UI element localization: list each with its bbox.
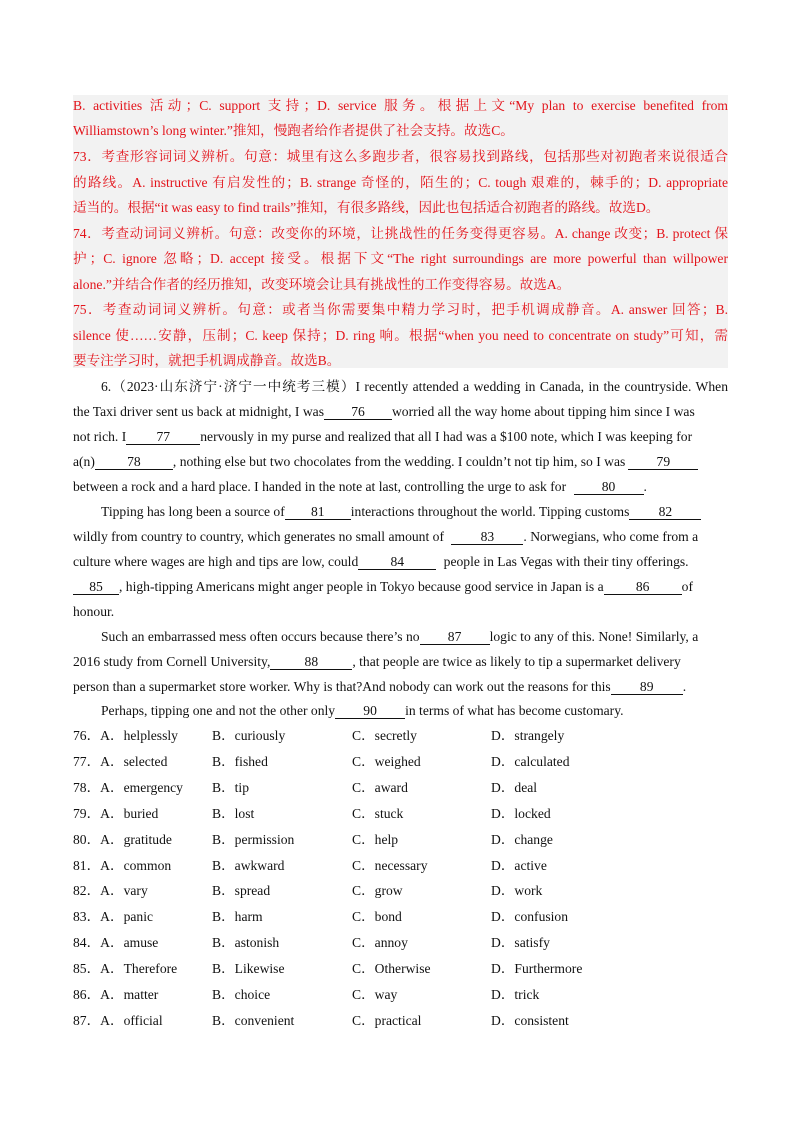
- option-row: [73, 830, 728, 850]
- passage-line: not rich. I 77 nervously in my purse and realized that all I had was a $100 note, which I was keeping for: [73, 429, 693, 444]
- option-a: 77．A．selected: [73, 754, 168, 769]
- option-c: C．practical: [352, 1013, 422, 1028]
- blank-82: 82: [629, 504, 701, 520]
- option-b: B．permission: [212, 832, 295, 847]
- answer-line: 的路线。A. instructive 有启发性的；B. strange 奇怪的，陌生的；C. tough 艰难的，棘手的；D. appropriate: [73, 175, 728, 190]
- blank-76: 76: [324, 404, 392, 420]
- option-c: C．weighed: [352, 754, 421, 769]
- answer-line: B. activities 活动；C. support 支持；D. service 服务。根据上文“My plan to exercise benefited from: [73, 98, 728, 113]
- option-d: D．confusion: [491, 909, 569, 924]
- option-b: B．awkward: [212, 858, 285, 873]
- option-a: 82．A．vary: [73, 883, 148, 898]
- option-b: B．curiously: [212, 728, 286, 743]
- option-b: B．Likewise: [212, 961, 285, 976]
- passage-line: the Taxi driver sent us back at midnight, I was 76 worried all the way home about tipping him since I was: [73, 404, 695, 419]
- option-row: [73, 726, 728, 746]
- option-a: 86．A．matter: [73, 987, 159, 1002]
- blank-78: 78: [95, 454, 173, 470]
- answer-line: 75．考查动词词义辨析。句意：或者当你需要集中精力学习时，把手机调成静音。A. answer 回答；B.: [73, 302, 728, 317]
- answer-line: Williamstown’s long winter.”推知，慢跑者给作者提供了社会支持。故选C。: [73, 123, 514, 138]
- passage-line: wildly from country to country, which generates no small amount of 83 . Norwegians, who come from a: [73, 529, 699, 544]
- option-row: [73, 933, 728, 953]
- blank-81: 81: [285, 504, 351, 520]
- option-b: B．lost: [212, 806, 255, 821]
- option-row: [73, 959, 728, 979]
- passage-line: 6.（2023·山东济宁·济宁一中统考三模）I recently attended a wedding in Canada, in the countryside. When: [101, 379, 728, 394]
- option-b: B．convenient: [212, 1013, 295, 1028]
- option-a: 81．A．common: [73, 858, 172, 873]
- option-c: C．stuck: [352, 806, 404, 821]
- passage-line: Perhaps, tipping one and not the other only 90 in terms of what has become customary.: [101, 703, 624, 718]
- option-row: [73, 985, 728, 1005]
- passage-line: culture where wages are high and tips are low, could 84 people in Las Vegas with their tiny offerings.: [73, 554, 689, 569]
- passage-line: 2016 study from Cornell University, 88 , that people are twice as likely to tip a supermarket delivery: [73, 654, 681, 669]
- option-b: B．tip: [212, 780, 250, 795]
- option-a: 79．A．buried: [73, 806, 159, 821]
- option-c: C．bond: [352, 909, 402, 924]
- answer-line: 74．考查动词词义辨析。句意：改变你的环境，让挑战性的任务变得更容易。A. change 改变；B. protect 保: [73, 226, 728, 241]
- option-row: [73, 1011, 728, 1031]
- option-a: 84．A．amuse: [73, 935, 159, 950]
- blank-79: 79: [628, 454, 698, 470]
- option-c: C．award: [352, 780, 408, 795]
- blank-84: 84: [358, 554, 436, 570]
- option-d: D．deal: [491, 780, 538, 795]
- blank-86: 86: [604, 579, 682, 595]
- answer-line: 适当的。根据“it was easy to find trails”推知，有很多路线，因此也包括适合初跑者的路线。故选D。: [73, 200, 660, 215]
- option-a: 76．A．helplessly: [73, 728, 178, 743]
- passage-line: person than a supermarket store worker. Why is that?And nobody can work out the reasons for this 89 .: [73, 679, 687, 694]
- option-d: D．work: [491, 883, 543, 898]
- option-d: D．Furthermore: [491, 961, 583, 976]
- option-a: 78．A．emergency: [73, 780, 183, 795]
- option-a: 87．A．official: [73, 1013, 163, 1028]
- option-row: [73, 881, 728, 901]
- option-c: C．help: [352, 832, 399, 847]
- option-c: C．annoy: [352, 935, 408, 950]
- answer-line: 73．考查形容词词义辨析。句意：城里有这么多跑步者，很容易找到路线，包括那些对初跑者来说很适合: [73, 149, 728, 164]
- passage-line: Tipping has long been a source of 81 interactions throughout the world. Tipping customs 82: [101, 502, 728, 522]
- option-row: [73, 778, 728, 798]
- option-a: 85．A．Therefore: [73, 961, 178, 976]
- passage-line: honour.: [73, 604, 115, 619]
- option-c: C．secretly: [352, 728, 417, 743]
- passage-line: between a rock and a hard place. I handed in the note at last, controlling the urge to ask for 80 .: [73, 479, 647, 494]
- option-d: D．locked: [491, 806, 551, 821]
- blank-89: 89: [611, 679, 683, 695]
- option-d: D．consistent: [491, 1013, 569, 1028]
- option-d: D．calculated: [491, 754, 570, 769]
- option-c: C．necessary: [352, 858, 428, 873]
- option-d: D．strangely: [491, 728, 565, 743]
- option-c: C．grow: [352, 883, 403, 898]
- passage-line: 85 , high-tipping Americans might anger people in Tokyo because good service in Japan is a 86 of: [73, 577, 728, 597]
- option-d: D．satisfy: [491, 935, 550, 950]
- blank-80: 80: [574, 479, 644, 495]
- option-d: D．change: [491, 832, 553, 847]
- option-d: D．trick: [491, 987, 540, 1002]
- option-a: 80．A．gratitude: [73, 832, 172, 847]
- option-b: B．choice: [212, 987, 271, 1002]
- option-row: [73, 856, 728, 876]
- option-row: [73, 804, 728, 824]
- passage-line: Such an embarrassed mess often occurs because there’s no 87 logic to any of this. None! Similarly, a: [101, 629, 699, 644]
- answer-line: alone.”并结合作者的经历推知，改变环境会让具有挑战性的工作变得容易。故选A。: [73, 277, 571, 292]
- option-a: 83．A．panic: [73, 909, 154, 924]
- passage-line: a(n) 78 , nothing else but two chocolates from the wedding. I couldn’t not tip him, so I was 79: [73, 452, 728, 472]
- option-b: B．fished: [212, 754, 268, 769]
- blank-77: 77: [126, 429, 200, 445]
- blank-88: 88: [270, 654, 352, 670]
- option-c: C．Otherwise: [352, 961, 431, 976]
- answer-line: silence 使……安静，压制；C. keep 保持；D. ring 响。根据“when you need to concentrate on study”可知，需: [73, 328, 728, 343]
- option-c: C．way: [352, 987, 398, 1002]
- option-b: B．spread: [212, 883, 271, 898]
- blank-90: 90: [335, 703, 405, 719]
- option-row: [73, 907, 728, 927]
- option-d: D．active: [491, 858, 547, 873]
- option-b: B．harm: [212, 909, 263, 924]
- option-row: [73, 752, 728, 772]
- blank-85: 85: [73, 579, 119, 595]
- blank-87: 87: [420, 629, 490, 645]
- answer-line: 要专注学习时，就把手机调成静音。故选B。: [73, 353, 341, 368]
- option-b: B．astonish: [212, 935, 280, 950]
- blank-83: 83: [451, 529, 523, 545]
- answer-line: 护；C. ignore 忽略；D. accept 接受。根据下文“The right surroundings are more powerful than willpower: [73, 251, 728, 266]
